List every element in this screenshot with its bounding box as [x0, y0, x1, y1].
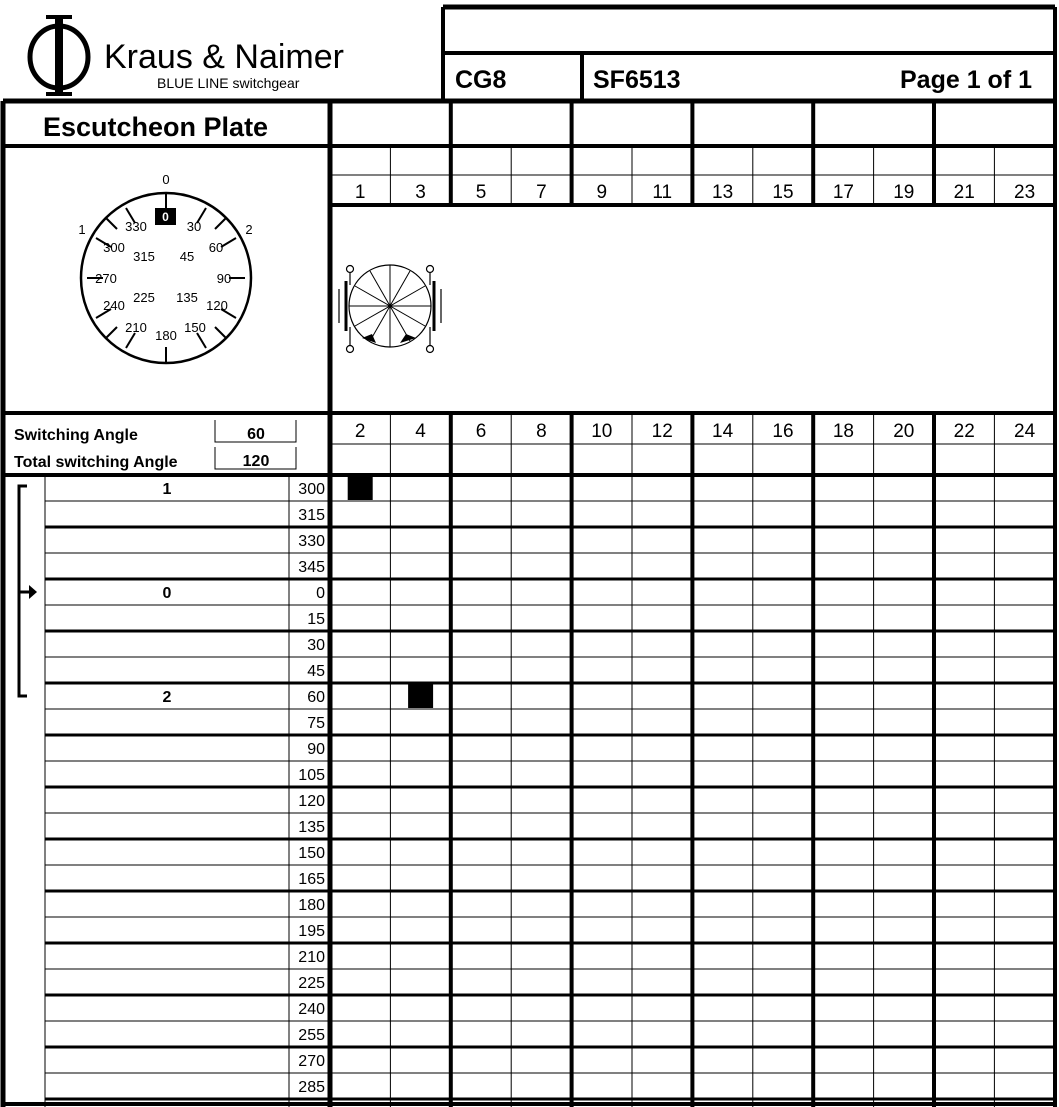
dial-indicator-label: 0: [162, 210, 169, 224]
dial-angle-label: 45: [179, 249, 195, 264]
bottom-terminal-number: 24: [1014, 421, 1036, 442]
escutcheon-dial: [78, 172, 252, 363]
table-grid: [3, 7, 1055, 1107]
dial-position-label: 2: [245, 222, 253, 237]
angle-value: 15: [307, 611, 325, 628]
dial-angle-label: 240: [103, 298, 125, 313]
angle-value: 165: [298, 871, 325, 888]
dial-angle-label: 270: [95, 271, 117, 286]
bottom-terminal-number: 20: [893, 421, 915, 442]
arrow-right-icon: [19, 585, 37, 599]
start-position-bracket: [19, 486, 37, 696]
dial-angle-label: 150: [184, 320, 206, 335]
angle-value: 345: [298, 559, 325, 576]
total-switching-angle-value: 120: [242, 453, 270, 470]
dial-angle-label: 300: [103, 240, 125, 255]
top-terminal-number: 19: [893, 182, 915, 203]
position-label: 2: [162, 689, 172, 706]
top-terminal-number: 3: [415, 182, 426, 203]
angle-value: 75: [307, 715, 325, 732]
bottom-terminal-number: 10: [591, 421, 613, 442]
angle-value: 285: [298, 1079, 325, 1096]
top-terminal-number: 11: [652, 182, 673, 203]
dial-angle-label: 330: [125, 219, 147, 234]
angle-value: 180: [298, 897, 325, 914]
angle-value: 315: [298, 507, 325, 524]
page-indicator: Page 1 of 1: [900, 66, 1032, 94]
angle-value: 135: [298, 819, 325, 836]
bottom-terminal-number: 6: [475, 421, 487, 442]
angle-value: 195: [298, 923, 325, 940]
dial-angle-label: 30: [186, 219, 202, 234]
closed-contact-marker: [348, 476, 373, 500]
angle-value: 0: [316, 585, 325, 602]
top-terminal-number: 15: [772, 182, 794, 203]
angle-value: 330: [298, 533, 325, 550]
position-label: 0: [162, 585, 172, 602]
top-terminal-number: 13: [712, 182, 734, 203]
top-terminal-number: 7: [536, 182, 547, 203]
dial-position-label: 1: [78, 222, 86, 237]
angle-value: 90: [307, 741, 325, 758]
angle-value: 30: [307, 637, 325, 654]
top-terminal-number: 23: [1014, 182, 1036, 203]
bottom-terminal-number: 18: [832, 421, 854, 442]
angle-value: 255: [298, 1027, 325, 1044]
dial-angle-label: 180: [155, 328, 177, 343]
section-title: Escutcheon Plate: [43, 112, 269, 142]
phi-logo-icon: [30, 15, 88, 96]
dial-angle-label: 90: [216, 271, 232, 286]
bottom-terminal-number: 12: [651, 421, 673, 442]
bottom-terminal-number: 16: [772, 421, 794, 442]
logo: [30, 15, 344, 96]
top-terminal-number: 21: [953, 182, 975, 203]
total-switching-angle-label: Total switching Angle: [14, 454, 178, 471]
bottom-terminal-number: 8: [536, 421, 547, 442]
closed-contact-marker: [408, 684, 433, 708]
angle-value: 300: [298, 481, 325, 498]
switching-angle-label: Switching Angle: [14, 427, 138, 444]
switching-angle-value: 60: [247, 426, 265, 443]
dial-angle-label: 60: [208, 240, 224, 255]
brand-tagline: BLUE LINE switchgear: [157, 75, 300, 91]
brand-name: Kraus & Naimer: [104, 38, 344, 76]
angle-value: 45: [307, 663, 325, 680]
bottom-terminal-number: 4: [415, 421, 426, 442]
top-terminal-number: 17: [832, 182, 854, 203]
bottom-terminal-number: 2: [354, 421, 366, 442]
dial-angle-label: 135: [176, 290, 198, 305]
top-terminal-number: 5: [475, 182, 487, 203]
bottom-terminal-number: 14: [712, 421, 734, 442]
dial-angle-label: 225: [133, 290, 155, 305]
series-code: CG8: [455, 66, 507, 94]
angle-value: 60: [307, 689, 325, 706]
dial-position-label: 0: [162, 172, 170, 187]
dial-angle-label: 315: [133, 249, 155, 264]
angle-value: 240: [298, 1001, 325, 1018]
angle-value: 105: [298, 767, 325, 784]
angle-value: 210: [298, 949, 325, 966]
dial-angle-label: 210: [125, 320, 147, 335]
bottom-terminal-number: 22: [953, 421, 975, 442]
top-terminal-number: 9: [596, 182, 608, 203]
top-terminal-number: 1: [354, 182, 366, 203]
position-label: 1: [162, 481, 172, 498]
angle-value: 270: [298, 1053, 325, 1070]
angle-value: 120: [298, 793, 325, 810]
terminal-numbers: [355, 182, 1036, 442]
part-number: SF6513: [593, 66, 681, 94]
angle-value: 150: [298, 845, 325, 862]
dial-angle-label: 120: [206, 298, 228, 313]
angle-value: 225: [298, 975, 325, 992]
contact-diagram-icon: [339, 265, 441, 353]
